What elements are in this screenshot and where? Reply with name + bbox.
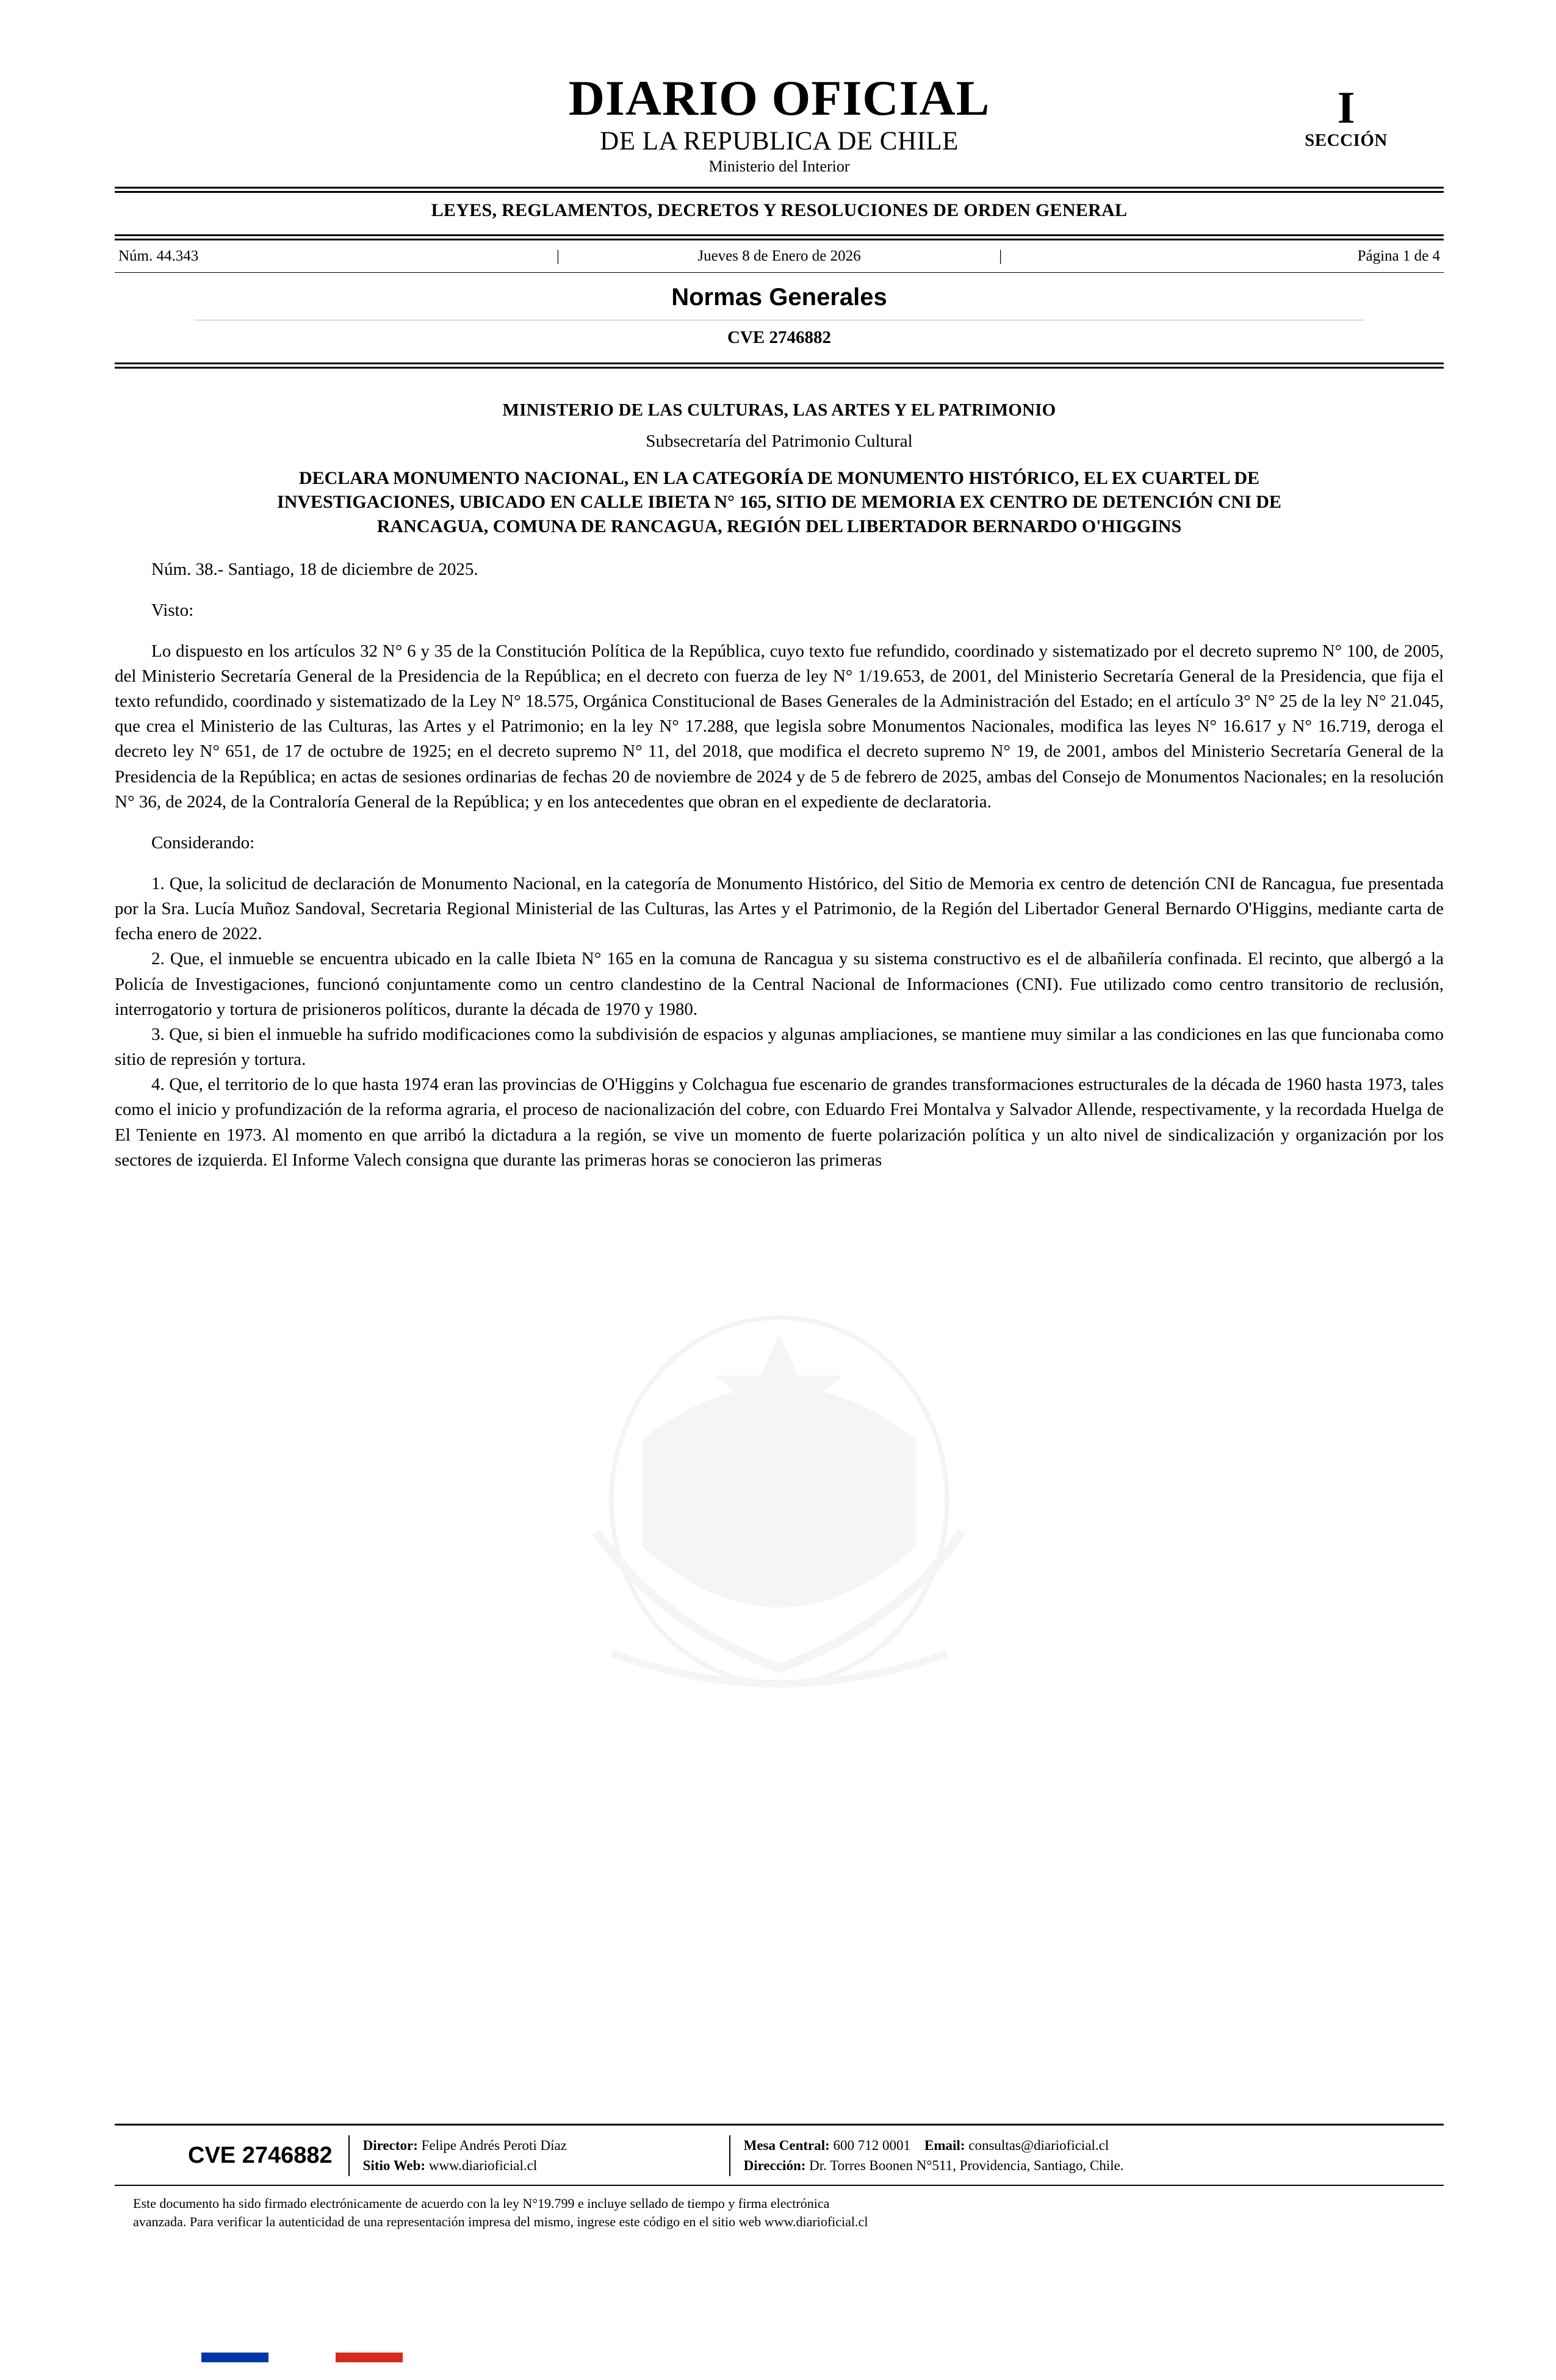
footer-contact-left (363, 2135, 729, 2176)
decree-number-date: Núm. 38.- Santiago, 18 de diciembre de 2025. (151, 559, 478, 579)
section-label: SECCIÓN (1305, 131, 1388, 151)
issue-number: Núm. 44.343 (118, 247, 199, 264)
considerando-paragraph-4: 4. Que, el territorio de lo que hasta 1974 eran las provincias de O'Higgins y Colchagua fue escenario de grandes transformaciones estructurales de la década de 1960 hasta 1973, tales como el inicio y profundización de la reforma agraria, el proceso de nacionalización del cobre, con Eduardo Frei Montalva y Salvador Allende, respectivamente, y la recordada Huelga de El Teniente en 1973. Al momento en que arribó la dictadura a la región, se vive un momento de fuerte polarización política y un alto nivel de sindicalización y organización por los sectores de izquierda. El Informe Valech consigna que durante las primeras horas se conocieron las primeras (115, 1075, 1444, 1170)
footer-mesa-label: Mesa Central: (743, 2138, 830, 2153)
footer-note (115, 2186, 1444, 2238)
footer-mesa-line (744, 2135, 1444, 2155)
footer-address-line (744, 2155, 1444, 2176)
section-roman-numeral: I (1337, 83, 1355, 133)
footer-contact-right (744, 2135, 1444, 2176)
divider-double-below-banner (115, 234, 1444, 240)
footer-cve: CVE 2746882 (188, 2142, 333, 2168)
issuing-ministry: MINISTERIO DE LAS CULTURAS, LAS ARTES Y EL PATRIMONIO (502, 400, 1056, 420)
footer-email-label: Email: (924, 2138, 965, 2153)
section-heading: Normas Generales (671, 283, 887, 311)
banner-heading: LEYES, REGLAMENTOS, DECRETOS Y RESOLUCIONES DE ORDEN GENERAL (431, 200, 1128, 220)
issue-separator-1: | (556, 247, 560, 264)
considerando-paragraph-2: 2. Que, el inmueble se encuentra ubicado en la calle Ibieta N° 165 en la comuna de Rancagua y su sistema constructivo es el de albañilería confinada. El recinto, que albergó a la Policía de Investigaciones, funcionó conjuntamente como un centro clandestino de la Central Nacional de Informaciones (CNI). Fue utilizado como centro transitorio de reclusión, interrogatorio y tortura de prisioneros políticos, durante la década de 1970 y 1980. (115, 949, 1444, 1019)
divider-double-top (115, 187, 1444, 193)
footer-website-line (363, 2155, 729, 2176)
considerando-paragraph-1: 1. Que, la solicitud de declaración de Monumento Nacional, en la categoría de Monumento Histórico, del Sitio de Memoria ex centro de detención CNI de Rancagua, fue presentada por la Sra. Lucía Muñoz Sandoval, Secretaria Regional Ministerial de las Culturas, las Artes y el Patrimonio, de la Región del Libertador General Bernardo O'Higgins, mediante carta de fecha enero de 2022. (115, 873, 1444, 944)
document-body (115, 369, 1444, 1173)
masthead-subtitle: DE LA REPUBLICA DE CHILE (600, 127, 959, 156)
footer-address-label: Dirección: (743, 2158, 806, 2174)
issue-date: Jueves 8 de Enero de 2026 (697, 247, 861, 264)
issue-page: Página 1 de 4 (1357, 247, 1440, 264)
flag-blue-band (201, 2353, 268, 2362)
footer-note-line-1: Este documento ha sido firmado electrónicamente de acuerdo con la ley N°19.799 e incluye sellado de tiempo y firma electrónica (133, 2195, 830, 2211)
considerando-label: Considerando: (151, 832, 255, 853)
masthead-ministry: Ministerio del Interior (708, 157, 850, 176)
flag-white-band (268, 2353, 336, 2362)
considerando-paragraph-3: 3. Que, si bien el inmueble ha sufrido modificaciones como la subdivisión de espacios y algunas ampliaciones, se mantiene muy similar a las condiciones en las que funcionaba como sitio de represión y tortura. (115, 1024, 1444, 1070)
footer-main (115, 2126, 1444, 2185)
footer-director-line (363, 2135, 729, 2155)
issue-separator-2: | (999, 247, 1003, 264)
footer-divider-1 (348, 2135, 350, 2176)
footer-address-value: Dr. Torres Boonen N°511, Providencia, Santiago, Chile. (809, 2158, 1124, 2174)
divider-double-below-cve (115, 362, 1444, 369)
footer-website-label: Sitio Web: (362, 2158, 426, 2174)
section-marker (1255, 83, 1438, 151)
footer-mesa-number: 600 712 0001 (833, 2138, 911, 2153)
issuing-subsecretaria: Subsecretaría del Patrimonio Cultural (646, 431, 913, 451)
masthead-title: DIARIO OFICIAL (568, 70, 990, 126)
visto-body-paragraph: Lo dispuesto en los artículos 32 N° 6 y 35 de la Constitución Política de la República, cuyo texto fue refundido, coordinado y sistematizado por el decreto supremo N° 100, de 2005, del Ministerio Secretaría General de la Presidencia de la República; en el decreto con fuerza de ley N° 1/19.653, de 2001, del Ministerio Secretaría General de la Presidencia, que fija el texto refundido, coordinado y sistematizado de la Ley N° 18.575, Orgánica Constitucional de Bases Generales de la Administración del Estado; en el artículo 3° N° 25 de la ley N° 21.045, que crea el Ministerio de las Culturas, las Artes y el Patrimonio; en la ley N° 17.288, que legisla sobre Monumentos Nacionales, modifica las leyes N° 16.617 y N° 16.719, deroga el decreto ley N° 651, de 17 de octubre de 1925; en el decreto supremo N° 11, del 2018, que modifica el decreto supremo N° 19, de 2001, ambos del Ministerio Secretaría General de la Presidencia de la República; en actas de sesiones ordinarias de fechas 20 de noviembre de 2024 y de 5 de febrero de 2025, ambas del Consejo de Monumentos Nacionales; en la resolución N° 36, de 2024, de la Contraloría General de la República; y en los antecedentes que obran en el expediente de declaratoria. (115, 641, 1444, 812)
page-footer (115, 2124, 1444, 2237)
footer-note-line-2: avanzada. Para verificar la autenticidad de una representación impresa del mismo, ingrese este código en el sitio web www.diarioficial.cl (133, 2214, 868, 2230)
footer-divider-2 (729, 2135, 730, 2176)
flag-red-band (336, 2353, 403, 2362)
decree-title: DECLARA MONUMENTO NACIONAL, EN LA CATEGORÍA DE MONUMENTO HISTÓRICO, EL EX CUARTEL DE INVESTIGACIONES, UBICADO EN CALLE IBIETA N° 165, SITIO DE MEMORIA EX CENTRO DE DETENCIÓN CNI DE RANCAGUA, COMUNA DE RANCAGUA, REGIÓN DEL LIBERTADOR BERNARDO O'HIGGINS (277, 467, 1281, 537)
footer-email-address[interactable]: consultas@diarioficial.cl (968, 2138, 1109, 2153)
chile-flag-bar (201, 2353, 403, 2362)
page-content (115, 70, 1444, 1173)
footer-director-name: Felipe Andrés Peroti Díaz (421, 2138, 567, 2153)
issue-line (115, 240, 1444, 272)
visto-label: Visto: (151, 600, 194, 620)
footer-website-url[interactable]: www.diarioficial.cl (428, 2158, 538, 2174)
masthead (115, 70, 1444, 181)
footer-director-label: Director: (362, 2138, 418, 2153)
cve-header: CVE 2746882 (727, 327, 831, 347)
coat-of-arms-watermark (547, 1272, 1011, 1760)
